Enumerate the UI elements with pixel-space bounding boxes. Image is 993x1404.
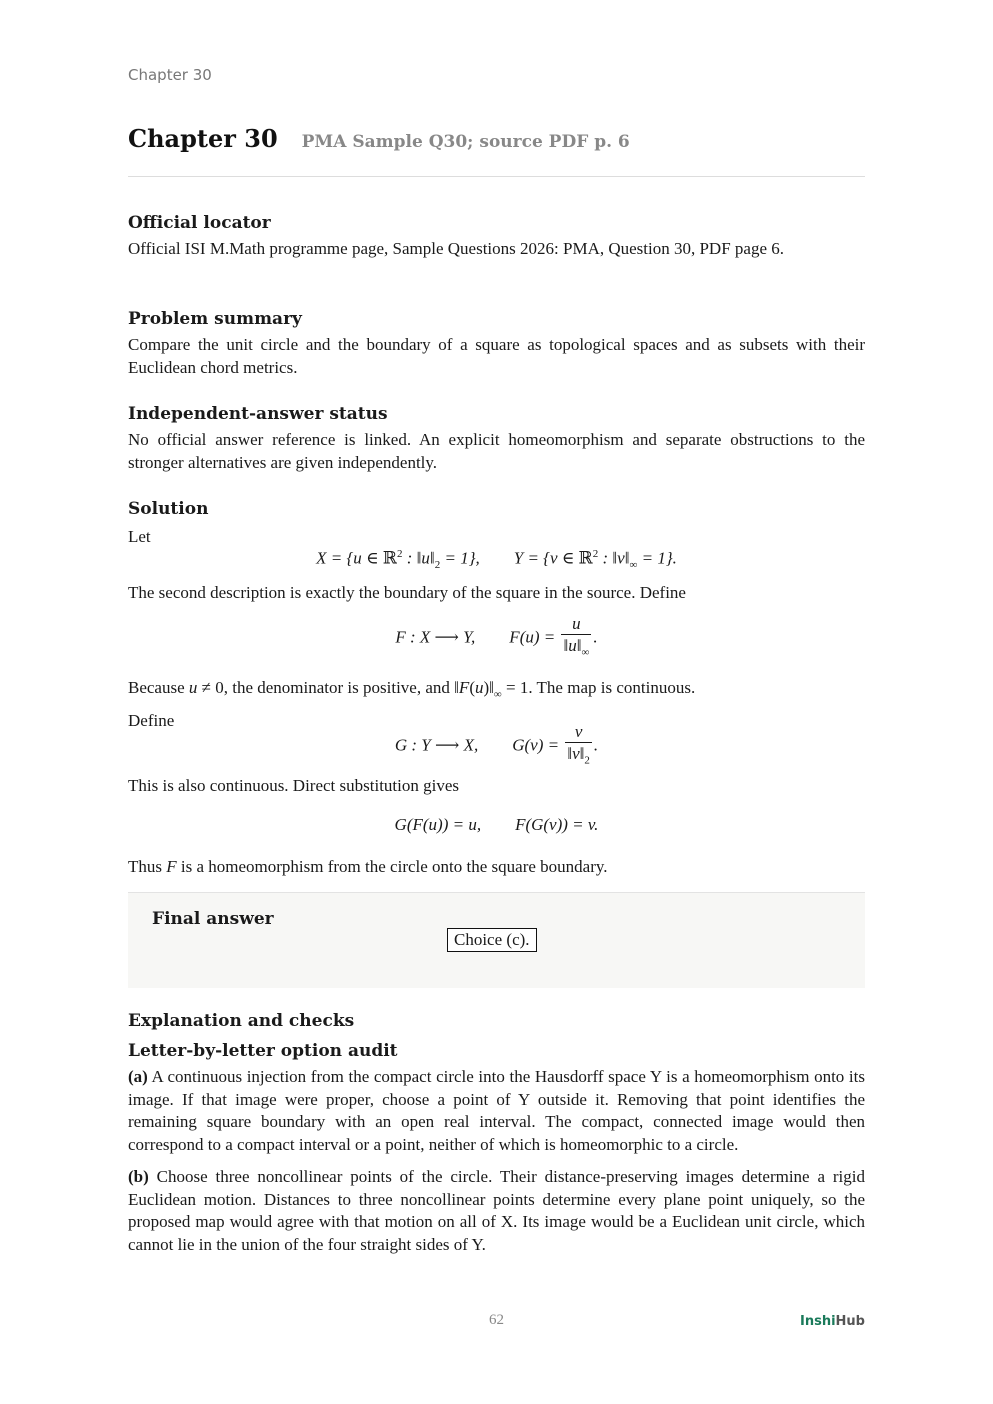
equation-G: G : Y ⟶ X, G(v) = $\frac{v}{‖v‖_2}$ . [394, 722, 599, 767]
status-text: No official answer reference is linked. An explicit homeomorphism and separate obstructions to the stronger alternatives are given independently. [128, 430, 865, 472]
section-solution [128, 498, 865, 549]
summary-text: Compare the unit circle and the boundary of a square as topological spaces and as subsets with their Euclidean chord metrics. [128, 335, 865, 377]
solution-let: Let [128, 527, 151, 546]
brand-logo [800, 1314, 865, 1329]
second-description-text: The second description is exactly the boundary of the square in the source. Define [128, 583, 686, 602]
para-second [128, 582, 865, 605]
brand-part-a: Inshi [800, 1314, 836, 1329]
section-status [128, 403, 865, 474]
option-b-text [128, 1166, 865, 1256]
final-answer-label: Final answer [152, 909, 274, 929]
summary-heading: Problem summary [128, 309, 302, 329]
section-summary [128, 308, 865, 379]
solution-heading: Solution [128, 499, 209, 519]
option-b-label: (b) [128, 1167, 149, 1186]
page-number: 62 [489, 1312, 504, 1328]
final-answer-value: Choice (c). [447, 928, 537, 952]
final-answer-box [128, 892, 865, 988]
chapter-title: Chapter 30 [128, 124, 278, 153]
option-a-body: A continuous injection from the compact circle into the Hausdorff space Y is a homeomorphism onto its image. If that image were proper, choose a point of Y outside it. Removing that point identifies the remaining square boundary with an open real interval. The compact, connected image would then correspond to a compact interval or a point, neither of which is homeomorphic to a circle. [128, 1067, 865, 1154]
explanation-heading: Explanation and checks [128, 1011, 355, 1031]
brand-part-b: Hub [835, 1314, 865, 1329]
locator-heading: Official locator [128, 213, 271, 233]
thus-text-1: Thus [128, 857, 167, 876]
para-because: Because u ≠ 0, the denominator is positive, and $‖F(u)‖_\infty = 1$. The map is continuous. [128, 678, 696, 701]
equation-composition: G(F(u)) = u, F(G(v)) = v. [394, 815, 599, 834]
para-thus: Thus F is a homeomorphism from the circle onto the square boundary. [128, 857, 608, 876]
also-continuous-text: This is also continuous. Direct substitution gives [128, 776, 460, 795]
because-text-2: , the denominator is positive, and [223, 678, 455, 697]
section-locator [128, 212, 865, 261]
because-text-3: . The map is continuous. [528, 678, 696, 697]
thus-text-2: is a homeomorphism from the circle onto the square boundary. [176, 857, 608, 876]
running-head: Chapter 30 [128, 66, 212, 84]
audit-subheading: Letter-by-letter option audit [128, 1041, 398, 1061]
option-b-body: Choose three noncollinear points of the circle. Their distance-preserving images determine a rigid Euclidean motion. Distances to three noncollinear points determine every plane point uniquely, so the proposed map would agree with that motion on all of X. Its image would be a Euclidean unit circle, which cannot lie in the union of the four straight sides of Y. [128, 1167, 866, 1254]
equation-F: F : X ⟶ Y, F(u) = $\frac{u}{‖u‖_\infty}$ . [395, 614, 598, 659]
equation-sets: X = {u ∈ ℝ$^2$ : $‖u‖_2 = 1$}, Y = {v ∈ ℝ$^2$ : $‖v‖_\infty = 1$}. [316, 548, 677, 572]
chapter-subtitle: PMA Sample Q30; source PDF p. 6 [301, 132, 630, 152]
locator-text: Official ISI M.Math programme page, Sample Questions 2026: PMA, Question 30, PDF page 6. [128, 239, 785, 258]
header-divider [128, 176, 865, 177]
option-a-label: (a) [128, 1067, 148, 1086]
because-text-1: Because [128, 678, 189, 697]
chapter-heading [128, 124, 865, 153]
section-explanation [128, 1010, 865, 1256]
status-heading: Independent-answer status [128, 404, 388, 424]
define-text: Define [128, 711, 175, 730]
para-also [128, 775, 865, 798]
option-a-text [128, 1066, 865, 1156]
